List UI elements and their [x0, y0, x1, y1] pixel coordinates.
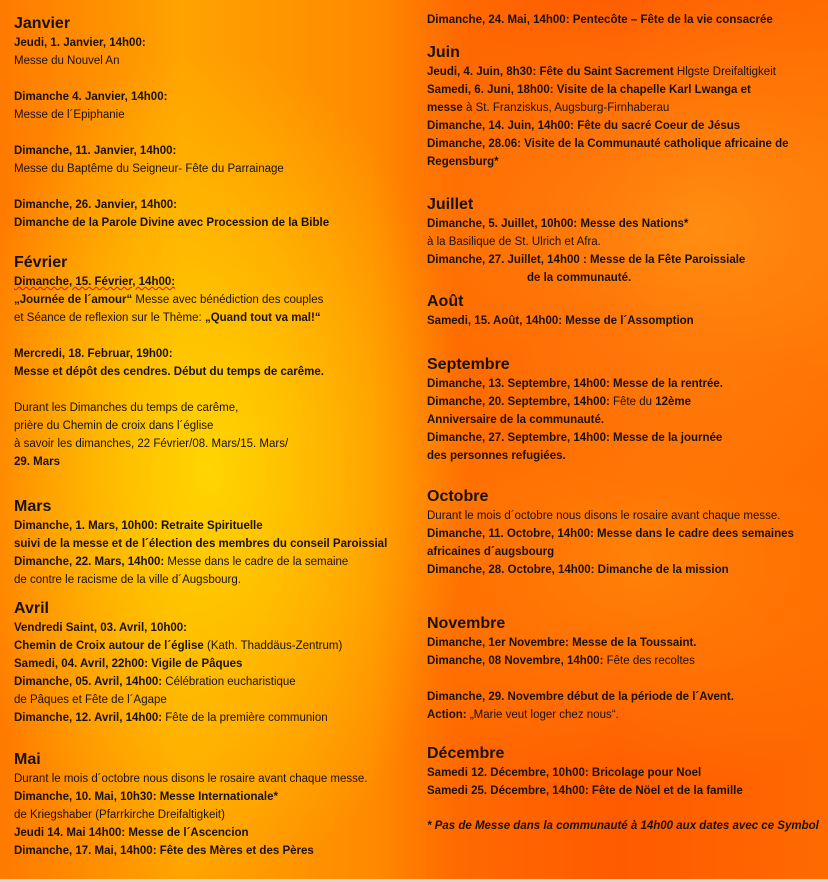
section-juin: [427, 43, 827, 171]
month-heading-septembre: Septembre: [427, 356, 510, 373]
event-date: Dimanche, 20. Septembre, 14h00:: [427, 396, 610, 408]
event-date-line: Samedi, 15. Août, 14h00: Messe de l´Assomption: [427, 315, 694, 327]
event-date-line: Dimanche, 1. Mars, 10h00: Retraite Spirituelle: [14, 520, 263, 532]
event-text: Fête des recoltes: [603, 655, 695, 667]
event-date-line: Dimanche, 29. Novembre début de la période de l´Avent.: [427, 691, 734, 703]
event-text-line: Messe et dépôt des cendres. Début du temps de carême.: [14, 366, 324, 378]
event-text-line: Durant les Dimanches du temps de carême,: [14, 402, 239, 414]
event-date-line: Jeudi 14. Mai 14h00: Messe de l´Ascencion: [14, 827, 249, 839]
event-date: Dimanche, 08 Novembre, 14h00:: [427, 655, 604, 667]
event-text: Messe dans le cadre de la semaine: [164, 556, 349, 568]
event-date-line: Dimanche, 28. Octobre, 14h00: Dimanche de la mission: [427, 564, 729, 576]
event-place: à St. Franziskus, Augsburg-Firnhaberau: [462, 102, 670, 114]
event-text-line: [427, 99, 827, 117]
month-heading-aout: Août: [427, 293, 464, 310]
event-date-line: Dimanche, 24. Mai, 14h00: Pentecôte – Fête de la vie consacrée: [427, 14, 773, 26]
event-date-line: Vendredi Saint, 03. Avril, 10h00:: [14, 622, 187, 634]
section-novembre: [427, 614, 827, 724]
event-text-line: [427, 652, 827, 670]
event-place: Hlgste Dreifaltigkeit: [673, 66, 776, 78]
event-text-line: suivi de la messe et de l´élection des membres du conseil Paroissial: [14, 538, 388, 550]
event-title: messe: [427, 102, 463, 114]
event-text-line: [14, 637, 414, 655]
month-heading-mai: Mai: [14, 751, 41, 768]
event-date-line: Dimanche, 14. Juin, 14h00: Fête du sacré Coeur de Jésus: [427, 120, 741, 132]
event-text: et Séance de reflexion sur le Thème:: [14, 312, 205, 324]
event-date-line: Samedi 25. Décembre, 14h00: Fête de Nöel et de la famille: [427, 785, 743, 797]
event-date-line: Dimanche, 27. Juillet, 14h00 : Messe de la Fête Paroissiale: [427, 254, 746, 266]
month-heading-janvier: Janvier: [14, 15, 71, 32]
event-title: Chemin de Croix autour de l´église: [14, 640, 204, 652]
section-mai: [14, 750, 414, 860]
event-text-line: de contre le racisme de la ville d´Augsbourg.: [14, 574, 241, 586]
event-text-line: [14, 309, 414, 327]
event-text-line: à savoir les dimanches, 22 Février/08. Mars/15. Mars/: [14, 438, 289, 450]
month-heading-juin: Juin: [427, 44, 460, 61]
event-date-line: Dimanche, 27. Septembre, 14h00: Messe de la journée: [427, 432, 723, 444]
event-text: Messe avec bénédiction des couples: [132, 294, 324, 306]
event-date-line: Mercredi, 18. Februar, 19h00:: [14, 348, 173, 360]
event-date-line: Dimanche 4. Janvier, 14h00:: [14, 91, 168, 103]
event-text-line: de Pâques et Fête de l´Agape: [14, 694, 167, 706]
month-heading-juillet: Juillet: [427, 196, 474, 213]
event-text: „Marie veut loger chez nous“.: [469, 709, 619, 721]
section-mai-cont: [427, 11, 827, 29]
event-place: (Kath. Thaddäus-Zentrum): [203, 640, 343, 652]
section-octobre: [427, 487, 827, 579]
event-date: Jeudi, 4. Juin, 8h30: Fête du Saint Sacrement: [427, 66, 674, 78]
event-date-line: Dimanche, 11. Janvier, 14h00:: [14, 145, 177, 157]
section-juillet: [427, 195, 827, 287]
event-date: Dimanche, 05. Avril, 14h00:: [14, 676, 163, 688]
event-text-line: Messe du Nouvel An: [14, 55, 120, 67]
event-text-line: Messe de l´Epiphanie: [14, 109, 125, 121]
event-date-line: Dimanche, 17. Mai, 14h00: Fête des Mères et des Pères: [14, 845, 314, 857]
month-heading-decembre: Décembre: [427, 745, 505, 762]
event-text-line: de Kriegshaber (Pfarrkirche Dreifaltigkeit): [14, 809, 225, 821]
event-text-line: [427, 706, 827, 724]
event-text-line: à la Basilique de St. Ulrich et Afra.: [427, 236, 601, 248]
section-aout: [427, 292, 827, 330]
month-heading-octobre: Octobre: [427, 488, 489, 505]
section-decembre: [427, 744, 827, 800]
event-date-line: Dimanche, 28.06: Visite de la Communauté catholique africaine de: [427, 138, 789, 150]
event-date-line: Dimanche, 15. Février, 14h00:: [14, 276, 176, 288]
event-text-line: [427, 393, 827, 411]
footnote-text: * Pas de Messe dans la communauté à 14h00 aux dates avec ce Symbol: [427, 820, 819, 832]
month-heading-fevrier: Février: [14, 254, 68, 271]
section-septembre: [427, 355, 827, 465]
event-date-line: Dimanche, 5. Juillet, 10h00: Messe des Nations*: [427, 218, 689, 230]
event-text: Fête du: [609, 396, 656, 408]
event-date-line: Samedi, 04. Avril, 22h00: Vigile de Pâques: [14, 658, 243, 670]
event-text-line: africaines d´augsbourg: [427, 546, 555, 558]
event-date-line: Samedi 12. Décembre, 10h00: Bricolage pour Noel: [427, 767, 702, 779]
section-fevrier: [14, 253, 414, 471]
event-text-line: prière du Chemin de croix dans l´église: [14, 420, 214, 432]
event-text-line: de la communauté.: [527, 272, 632, 284]
event-label: Action:: [427, 709, 470, 721]
section-mars: [14, 497, 414, 589]
event-date-line: Samedi, 6. Juni, 18h00: Visite de la chapelle Karl Lwanga et: [427, 84, 751, 96]
event-text-line: Anniversaire de la communauté.: [427, 414, 605, 426]
section-avril: [14, 599, 414, 727]
month-heading-novembre: Novembre: [427, 615, 506, 632]
event-text-line: Durant le mois d´octobre nous disons le rosaire avant chaque messe.: [427, 510, 781, 522]
month-heading-avril: Avril: [14, 600, 49, 617]
event-text-line: [14, 291, 414, 309]
event-date: Dimanche, 12. Avril, 14h00:: [14, 712, 163, 724]
month-heading-mars: Mars: [14, 498, 52, 515]
section-janvier: [14, 14, 414, 232]
event-text: 12ème: [655, 396, 692, 408]
event-date-line: Dimanche, 26. Janvier, 14h00:: [14, 199, 178, 211]
event-date-line: Jeudi, 1. Janvier, 14h00:: [14, 37, 146, 49]
event-text-line: Messe du Baptême du Seigneur- Fête du Parrainage: [14, 163, 284, 175]
event-date-line: Dimanche, 11. Octobre, 14h00: Messe dans le cadre dees semaines: [427, 528, 794, 540]
event-date-line: Dimanche, 1er Novembre: Messe de la Toussaint.: [427, 637, 697, 649]
event-text: Célébration eucharistique: [162, 676, 296, 688]
event-text-line: Regensburg*: [427, 156, 499, 168]
event-date-line: Dimanche, 10. Mai, 10h30: Messe Internationale*: [14, 791, 278, 803]
event-theme: „Quand tout va mal!“: [204, 312, 321, 324]
event-text: Fête de la première communion: [162, 712, 328, 724]
event-date-line: Dimanche, 13. Septembre, 14h00: Messe de la rentrée.: [427, 378, 723, 390]
event-text-line: des personnes refugiées.: [427, 450, 566, 462]
footnote: [427, 817, 827, 835]
event-title: „Journée de l´amour“: [14, 294, 133, 306]
event-text-line: [14, 553, 414, 571]
event-date: Dimanche, 22. Mars, 14h00:: [14, 556, 165, 568]
event-text-line: [14, 709, 414, 727]
event-text-line: Dimanche de la Parole Divine avec Procession de la Bible: [14, 217, 330, 229]
event-text-line: Durant le mois d´octobre nous disons le rosaire avant chaque messe.: [14, 773, 368, 785]
event-text-line: [14, 673, 414, 691]
event-text-line: 29. Mars: [14, 456, 61, 468]
event-text-line: [427, 63, 827, 81]
